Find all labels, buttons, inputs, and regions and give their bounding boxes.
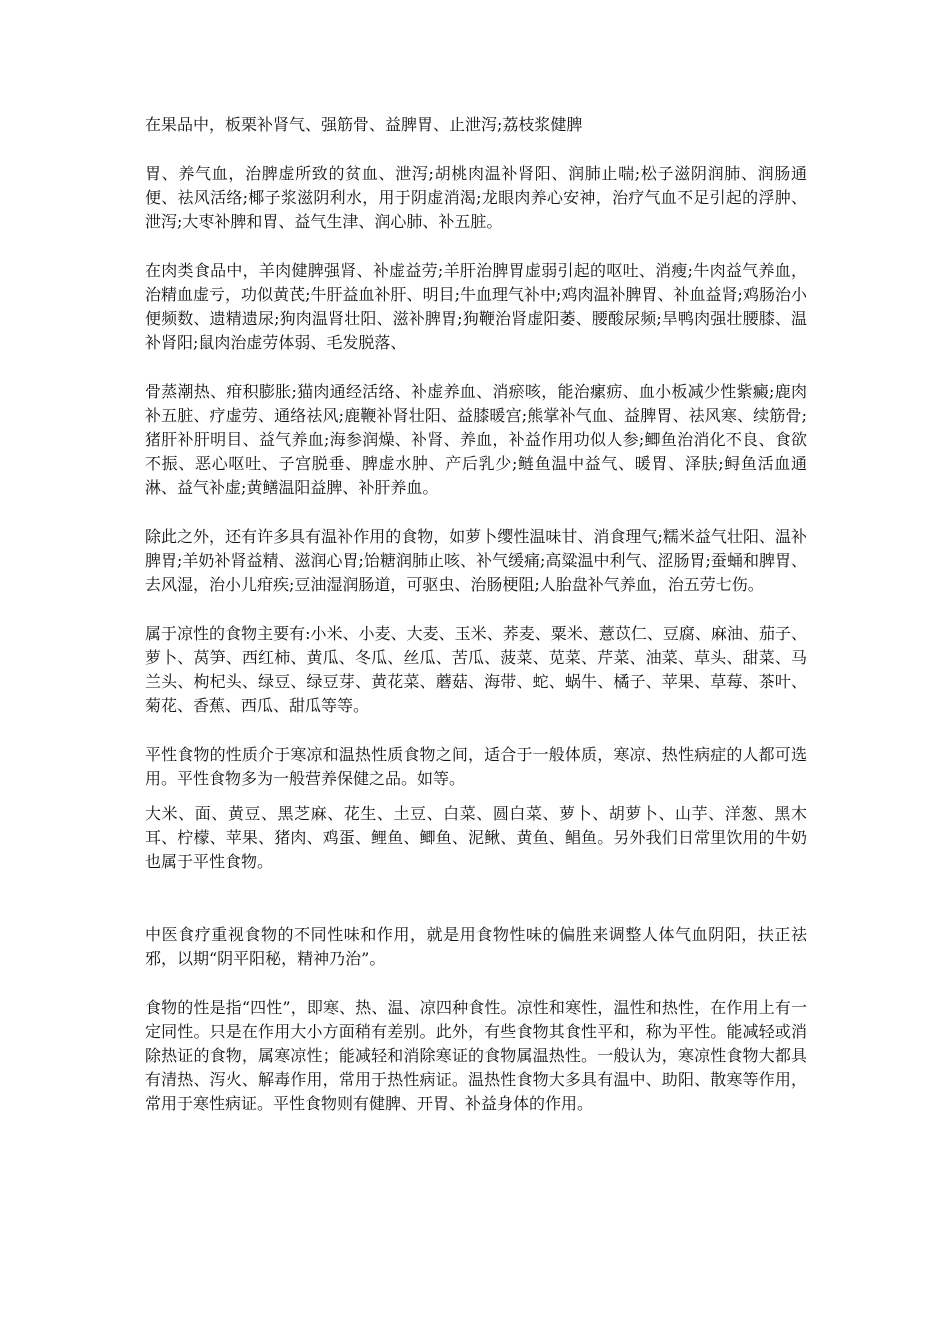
paragraph-meat-continued: 骨蒸潮热、疳积膨胀;猫肉通经活络、补虚养血、消瘀咳，能治瘰疬、血小板减少性紫癜;鹿肉补五脏、疗虚劳、通络祛风;鹿鞭补肾壮阳、益膝暖宫;熊掌补气血、益脾胃、祛风寒、续筋骨;猪肝补肝明目、益气养血;海参润燥、补肾、养血，补益作用功似人参;鲫鱼治消化不良、食欲不振、恶心呕吐、子宫脱垂、脾虚水肿、产后乳少;鲢鱼温中益气、暖胃、泽肤;鲟鱼活血通淋、益气补虚;黄鳝温阳益脾、补肝养血。 [145, 382, 807, 497]
paragraph-fruit-intro: 在果品中，板栗补肾气、强筋骨、益脾胃、止泄泻;荔枝浆健脾 [145, 115, 583, 134]
paragraph-cool-foods: 属于凉性的食物主要有:小米、小麦、大麦、玉米、荞麦、粟米、薏苡仁、豆腐、麻油、茄子、萝卜、莴笋、西红柿、黄瓜、冬瓜、丝瓜、苦瓜、菠菜、苋菜、芹菜、油菜、草头、甜菜、马兰头、枸杞头、绿豆、绿豆芽、黄花菜、蘑菇、海带、蛇、蜗牛、橘子、苹果、草莓、茶叶、菊花、香蕉、西瓜、甜瓜等等。 [145, 624, 807, 715]
paragraph-four-natures: 食物的性是指“四性”，即寒、热、温、凉四种食性。凉性和寒性，温性和热性，在作用上有一定同性。只是在作用大小方面稍有差别。此外，有些食物其食性平和，称为平性。能减轻或消除热证的食物，属寒凉性；能减轻和消除寒证的食物属温热性。一般认为，寒凉性食物大都具有清热、泻火、解毒作用，常用于热性病证。温热性食物大多具有温中、助阳、散寒等作用，常用于寒性病证。平性食物则有健脾、开胃、补益身体的作用。 [145, 998, 807, 1113]
paragraph-neutral-foods: 大米、面、黄豆、黑芝麻、花生、土豆、白菜、圆白菜、萝卜、胡萝卜、山芋、洋葱、黑木耳、柠檬、苹果、猪肉、鸡蛋、鲤鱼、鲫鱼、泥鳅、黄鱼、鲳鱼。另外我们日常里饮用的牛奶也属于平性食物。 [145, 804, 807, 871]
document-body [145, 113, 807, 1116]
paragraph-meat: 在肉类食品中，羊肉健脾强肾、补虚益劳;羊肝治脾胃虚弱引起的呕吐、消瘦;牛肉益气养血，治精血虚亏，功似黄芪;牛肝益血补肝、明目;牛血理气补中;鸡肉温补脾胃、补血益肾;鸡肠治小便频数、遗精遗尿;狗肉温肾壮阳、滋补脾胃;狗鞭治肾虚阳萎、腰酸尿频;旱鸭肉强壮腰膝、温补肾阳;鼠肉治虚劳体弱、毛发脱落、 [145, 261, 807, 352]
paragraph-fruit-detail: 胃、养气血，治脾虚所致的贫血、泄泻;胡桃肉温补肾阳、润肺止喘;松子滋阴润肺、润肠通便、祛风活络;椰子浆滋阴利水，用于阴虚消渴;龙眼肉养心安神，治疗气血不足引起的浮肿、泄泻;大枣补脾和胃、益气生津、润心肺、补五脏。 [145, 164, 807, 231]
paragraph-tcm-diet: 中医食疗重视食物的不同性味和作用，就是用食物性味的偏胜来调整人体气血阴阳，扶正祛邪，以期“阴平阳秘，精神乃治”。 [145, 925, 807, 968]
paragraph-neutral-intro: 平性食物的性质介于寒凉和温热性质食物之间，适合于一般体质，寒凉、热性病症的人都可选用。平性食物多为一般营养保健之品。如等。 [145, 745, 807, 788]
paragraph-other-warm-foods: 除此之外，还有许多具有温补作用的食物，如萝卜缨性温味甘、消食理气;糯米益气壮阳、温补脾胃;羊奶补肾益精、滋润心胃;饴糖润肺止咳、补气缓痛;高粱温中利气、涩肠胃;蚕蛹和脾胃、去风湿，治小儿疳疾;豆油湿润肠道，可驱虫、治肠梗阻;人胎盘补气养血，治五劳七伤。 [145, 527, 807, 594]
